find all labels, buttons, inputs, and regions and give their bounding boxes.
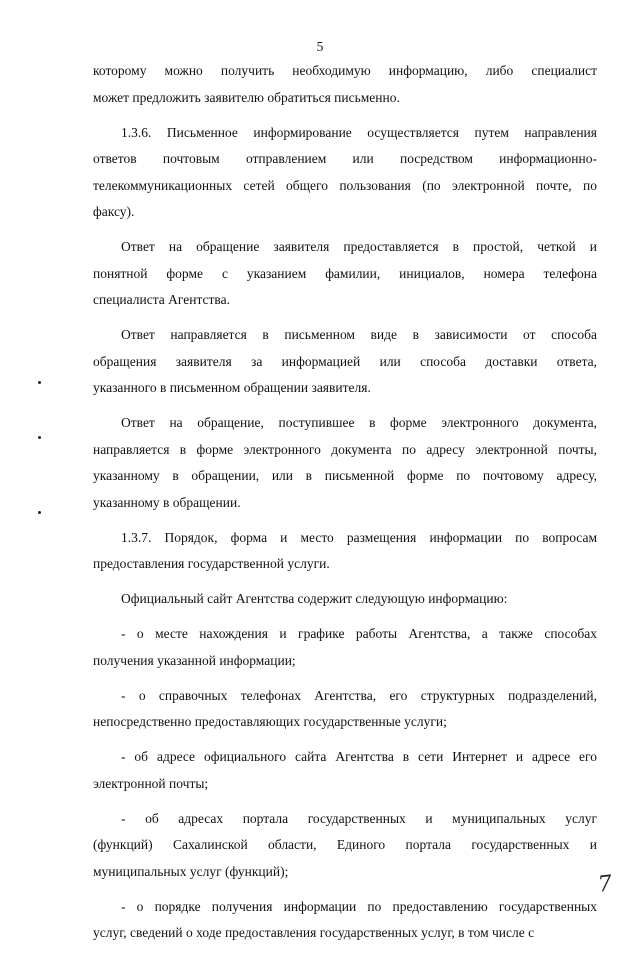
margin-mark — [38, 436, 41, 439]
paragraph — [93, 58, 597, 111]
text-line: - об адресе официального сайта Агентства в сети Интернет и адресе его — [121, 749, 597, 764]
text-line: 1.3.7. Порядок, форма и место размещения информации по вопросам — [121, 529, 597, 545]
text-line: указанному в обращении. — [93, 494, 241, 510]
text-line: специалиста Агентства. — [93, 292, 230, 307]
paragraph — [93, 410, 597, 516]
margin-mark — [38, 511, 41, 514]
text-line: указанному в обращении, или в письменной форме по почтовому адресу, — [93, 468, 597, 483]
text-line: ответов почтовым отправлением или посредством информационно- — [93, 151, 597, 166]
paragraph — [93, 322, 597, 402]
text-line: - о месте нахождения и графике работы Агентства, а также способах — [121, 626, 597, 641]
paragraph — [93, 806, 597, 886]
text-line: Ответ на обращение, поступившее в форме электронного документа, — [121, 415, 597, 430]
paragraph — [93, 234, 597, 314]
paragraph — [93, 586, 597, 613]
paragraph — [93, 621, 597, 674]
text-line: услуг, сведений о ходе предоставления государственных услуг, в том числе с — [93, 925, 535, 940]
text-line: телекоммуникационных сетей общего пользования (по электронной почте, по — [93, 177, 597, 193]
page-number: 5 — [316, 39, 324, 54]
text-line: указанного в письменном обращении заявителя. — [93, 380, 371, 395]
text-line: предоставления государственной услуги. — [93, 556, 330, 571]
text-line: обращения заявителя за информацией или способа доставки ответа, — [93, 353, 597, 369]
text-line: которому можно получить необходимую информацию, либо специалист — [93, 63, 597, 78]
text-line: получения указанной информации; — [93, 652, 296, 668]
text-line: факсу). — [93, 204, 135, 219]
text-line: может предложить заявителю обратиться письменно. — [93, 89, 400, 105]
text-line: - об адресах портала государственных и муниципальных услуг — [121, 810, 597, 826]
document-body — [93, 58, 597, 955]
text-line: 1.3.6. Письменное информирование осуществляется путем направления — [121, 124, 597, 140]
text-line: Ответ на обращение заявителя предоставляется в простой, четкой и — [121, 239, 597, 254]
text-line: - о справочных телефонах Агентства, его структурных подразделений, — [121, 687, 597, 703]
text-line: (функций) Сахалинской области, Единого портала государственных и — [93, 837, 597, 852]
paragraph — [93, 894, 597, 947]
text-line: понятной форме с указанием фамилии, инициалов, номера телефона — [93, 265, 597, 281]
text-line: непосредственно предоставляющих государственные услуги; — [93, 714, 447, 729]
text-line: Официальный сайт Агентства содержит следующую информацию: — [121, 591, 508, 606]
paragraph — [93, 120, 597, 226]
paragraph — [93, 683, 597, 736]
text-line: Ответ направляется в письменном виде в зависимости от способа — [121, 327, 597, 342]
paragraph — [93, 744, 597, 797]
handwritten-page-mark: 7 — [596, 871, 614, 898]
text-line: муниципальных услуг (функций); — [93, 863, 289, 879]
margin-mark — [38, 381, 41, 384]
text-line: направляется в форме электронного документа по адресу электронной почты, — [93, 441, 597, 457]
text-line: - о порядке получения информации по предоставлению государственных — [121, 898, 597, 914]
paragraph — [93, 525, 597, 578]
text-line: электронной почты; — [93, 775, 209, 791]
